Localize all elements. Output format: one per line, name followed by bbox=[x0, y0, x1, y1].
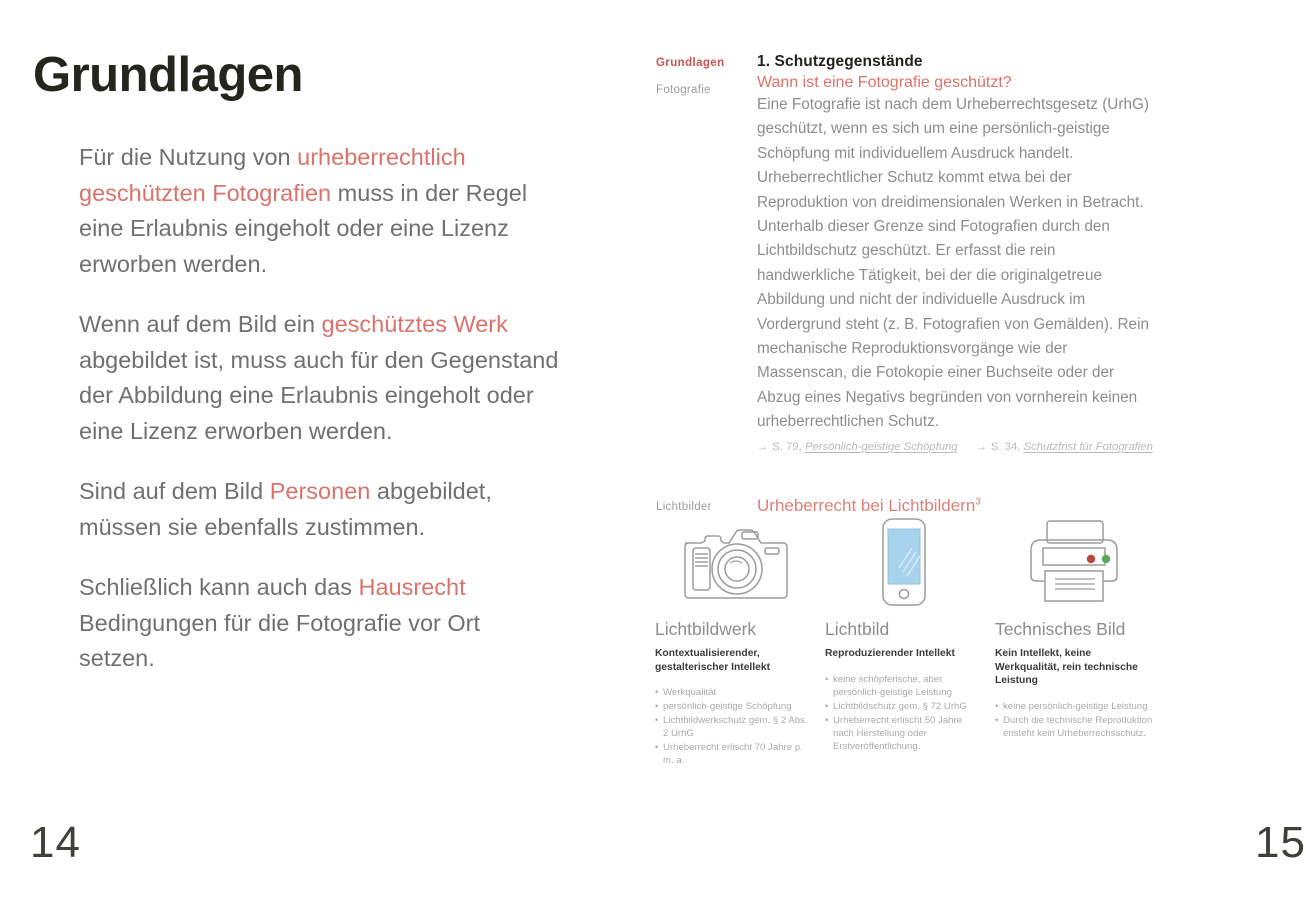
paragraph bbox=[79, 307, 561, 449]
accent-phrase: urheberrechtlich geschützten Fotografien bbox=[79, 144, 466, 206]
column-heading: Technisches Bild bbox=[995, 619, 1126, 639]
footnote-marker: 3 bbox=[975, 496, 981, 508]
column-heading: Lichtbildwerk bbox=[655, 619, 757, 639]
body-text: Bedingungen für die Fotografie vor Ort setzen. bbox=[79, 609, 481, 671]
body-text: muss in der Regel eine Erlaubnis eingeholt oder eine Lizenz erworben werden. bbox=[79, 179, 528, 277]
cross-reference-row bbox=[757, 441, 1157, 453]
margin-label-chapter: Grundlagen bbox=[656, 57, 725, 69]
accent-phrase: geschütztes Werk bbox=[321, 311, 508, 337]
bullet-item: • Werkqualität bbox=[655, 686, 813, 699]
column-subheading: Kein Intellekt, keine Werkqualität, rein technische Leistung bbox=[995, 648, 1138, 686]
bullet-item: • keine schöpferische, aber persönlich-geistige Leistung bbox=[825, 673, 983, 699]
column-technisches-bild bbox=[995, 512, 1165, 768]
bullet-item: • keine persönlich-geistige Leistung bbox=[995, 700, 1153, 713]
cross-reference[interactable] bbox=[976, 441, 1153, 453]
comparison-columns bbox=[655, 512, 1175, 768]
accent-phrase: Personen bbox=[269, 478, 371, 504]
margin-label-topic: Fotografie bbox=[656, 84, 711, 96]
paragraph bbox=[79, 570, 561, 677]
column-lichtbildwerk bbox=[655, 512, 825, 768]
bullet-item: • Urheberrecht erlischt 50 Jahre nach Herstellung oder Erstveröffentlichung. bbox=[825, 714, 983, 753]
body-text: abgebildet, müssen sie ebenfalls zustimmen. bbox=[79, 478, 492, 540]
column-subheading: Kontextualisierender, gestalterischer Intellekt bbox=[655, 648, 771, 673]
column-heading: Lichtbild bbox=[825, 619, 890, 639]
folio-left: 14 bbox=[30, 818, 81, 867]
body-text: Für die Nutzung von bbox=[79, 144, 298, 170]
column-bullets bbox=[825, 673, 983, 753]
section-schutzgegenstaende bbox=[757, 53, 1157, 453]
body-text: abgebildet ist, muss auch für den Gegenstand der Abbildung eine Erlaubnis eingeholt oder eine Lizenz erworben werden. bbox=[79, 346, 559, 444]
page-title: Grundlagen bbox=[33, 48, 303, 102]
column-bullets bbox=[995, 700, 1153, 740]
section-heading: 1. Schutzgegenstände bbox=[757, 53, 923, 70]
arrow-icon: → bbox=[975, 440, 987, 453]
body-text: Schließlich kann auch das bbox=[79, 574, 359, 600]
cross-reference-title[interactable]: Persönlich-geistige Schöpfung bbox=[804, 440, 958, 453]
margin-label-section: Lichtbilder bbox=[656, 501, 712, 513]
column-subheading: Reproduzierender Intellekt bbox=[825, 648, 955, 659]
printer-icon bbox=[995, 512, 1153, 612]
cross-reference-title[interactable]: Schutzfrist für Fotografien bbox=[1023, 440, 1153, 453]
folio-right: 15 bbox=[1255, 818, 1306, 867]
arrow-icon: → bbox=[757, 440, 769, 453]
lichtbilder-heading-text: Urheberrecht bei Lichtbildern bbox=[757, 496, 976, 515]
section-body: Eine Fotografie ist nach dem Urheberrechtsgesetz (UrhG) geschützt, wenn es sich um eine persönlich-geistige Schöpfung mit individuellem Ausdruck handelt. Urheberrechtlicher Schutz kommt etwa bei der Reproduktion von dreidimensionalen Werken in Betracht. Unterhalb dieser Grenze sind Fotografien durch den Lichtbildschutz geschützt. Er erfasst die rein handwerkliche Tätigkeit, bei der die originalgetreue Abbildung und nicht der individuelle Ausdruck im Vordergrund steht (z. B. Fotografien von Gemälden). Rein mechanische Reproduktionsvorgänge wie der Massenscan, die Fotokopie einer Buchseite oder der Abzug eines Negativs begründen von vornherein keinen urheberrechtlichen Schutz. bbox=[757, 96, 1149, 431]
bullet-item: • persönlich-geistige Schöpfung bbox=[655, 700, 813, 713]
body-text: Sind auf dem Bild bbox=[79, 478, 270, 504]
body-text: Wenn auf dem Bild ein bbox=[79, 311, 322, 337]
bullet-item: • Urheberrecht erlischt 70 Jahre p. m. a. bbox=[655, 741, 813, 767]
paragraph bbox=[79, 140, 561, 282]
smartphone-icon bbox=[825, 512, 983, 612]
cross-reference-page: S. 79, bbox=[772, 440, 805, 453]
section-subheading: Wann ist eine Fotografie geschützt? bbox=[757, 74, 1012, 91]
paragraph bbox=[79, 474, 561, 545]
left-page bbox=[0, 0, 600, 900]
right-page bbox=[600, 0, 1306, 900]
accent-phrase: Hausrecht bbox=[358, 574, 466, 600]
bullet-item: • Durch die technische Reproduktion ensteht kein Urheberrechsschutz. bbox=[995, 714, 1153, 740]
column-bullets bbox=[655, 686, 813, 767]
bullet-item: • Lichtbildwerkschutz gem. § 2 Abs. 2 UrhG bbox=[655, 714, 813, 740]
cross-reference[interactable] bbox=[757, 441, 958, 453]
column-lichtbild bbox=[825, 512, 995, 768]
cross-reference-page: S. 34, bbox=[990, 440, 1024, 453]
bullet-item: • Lichtbildschutz gem. § 72 UrhG bbox=[825, 700, 983, 713]
camera-icon bbox=[655, 512, 813, 612]
left-body-text bbox=[79, 140, 561, 702]
